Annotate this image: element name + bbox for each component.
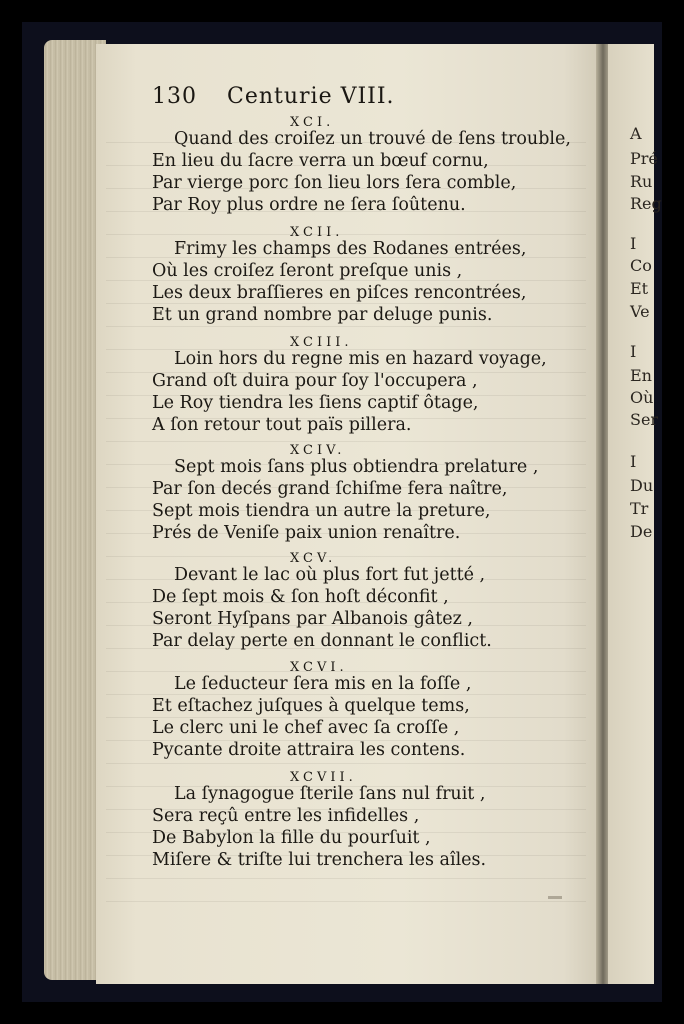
- ink-mark: [548, 896, 562, 899]
- running-head: Centurie VIII.: [227, 84, 395, 109]
- facing-page-fragment: Ser: [630, 410, 659, 429]
- verse-line: Prés de Veniſe paix union renaître.: [152, 523, 461, 543]
- verse-line: Le clerc uni le chef avec ſa croſſe ,: [152, 718, 460, 738]
- facing-page-fragment: Et: [630, 279, 649, 298]
- verse-line: En lieu du ſacre verra un bœuf cornu,: [152, 151, 489, 171]
- verse-line: Sept mois ſans plus obtiendra prelature ,: [174, 457, 539, 477]
- verse-line: A ſon retour tout païs pillera.: [152, 415, 412, 435]
- facing-page-fragment: De: [630, 522, 653, 541]
- verse-line: Devant le lac où plus fort fut jetté ,: [174, 565, 486, 585]
- verse-line: Miſere & triſte lui trenchera les aîles.: [152, 850, 487, 870]
- facing-page: [608, 44, 662, 984]
- facing-page-fragment: Où: [630, 388, 654, 407]
- quatrain-number: XCV.: [290, 551, 337, 566]
- verse-line: De Babylon la fille du pourſuit ,: [152, 828, 431, 848]
- verse-line: Par ſon decés grand ſchiſme fera naître,: [152, 479, 508, 499]
- facing-page-fragment: Pré: [630, 149, 658, 168]
- verse-line: Pycante droite attraira les contens.: [152, 740, 466, 760]
- facing-page-fragment: Tr: [630, 499, 649, 518]
- verse-line: Par Roy plus ordre ne ſera ſoûtenu.: [152, 195, 466, 215]
- quatrain-number: XCIII.: [290, 335, 353, 350]
- facing-page-fragment: Reg: [630, 194, 662, 213]
- facing-page-fragment: A: [630, 124, 642, 143]
- verse-line: Où les croiſez ſeront preſque unis ,: [152, 261, 463, 281]
- facing-page-fragment: Du: [630, 476, 654, 495]
- verse-line: Quand des croiſez un trouvé de ſens trouble,: [174, 129, 571, 149]
- page-number: 130: [152, 84, 197, 109]
- quatrain-number: XCI.: [290, 115, 335, 130]
- facing-page-fragment: I: [630, 342, 637, 361]
- verse-line: Les deux braſſieres en piſces rencontrées,: [152, 283, 527, 303]
- facing-page-fragment: En: [630, 366, 652, 385]
- verse-line: Sept mois tiendra un autre la preture,: [152, 501, 491, 521]
- quatrain-number: XCVI.: [290, 660, 348, 675]
- verse-line: Par vierge porc ſon lieu lors ſera comble,: [152, 173, 517, 193]
- facing-page-fragment: Co: [630, 256, 652, 275]
- verse-line: Loin hors du regne mis en hazard voyage,: [174, 349, 547, 369]
- page-header: [152, 84, 395, 109]
- verse-line: Frimy les champs des Rodanes entrées,: [174, 239, 527, 259]
- facing-page-fragment: I: [630, 234, 637, 253]
- verse-line: Grand oſt duira pour ſoy l'occupera ,: [152, 371, 478, 391]
- facing-page-fragment: Ve: [630, 302, 650, 321]
- verse-line: De ſept mois & ſon hoſt déconfit ,: [152, 587, 449, 607]
- verse-line: Et un grand nombre par deluge punis.: [152, 305, 493, 325]
- verse-line: Le Roy tiendra les ſiens captif ôtage,: [152, 393, 479, 413]
- facing-page-fragment: Ru: [630, 172, 653, 191]
- quatrain-number: XCII.: [290, 225, 344, 240]
- verse-line: Sera reçû entre les infidelles ,: [152, 806, 420, 826]
- facing-page-fragment: I: [630, 452, 637, 471]
- verse-line: Et eſtachez juſques à quelque tems,: [152, 696, 470, 716]
- verse-line: Seront Hyſpans par Albanois gâtez ,: [152, 609, 473, 629]
- quatrain-number: XCIV.: [290, 443, 346, 458]
- verse-line: Par delay perte en donnant le conflict.: [152, 631, 492, 651]
- verse-line: La ſynagogue ſterile ſans nul fruit ,: [174, 784, 486, 804]
- verse-line: Le ſeducteur ſera mis en la foſſe ,: [174, 674, 472, 694]
- quatrain-number: XCVII.: [290, 770, 357, 785]
